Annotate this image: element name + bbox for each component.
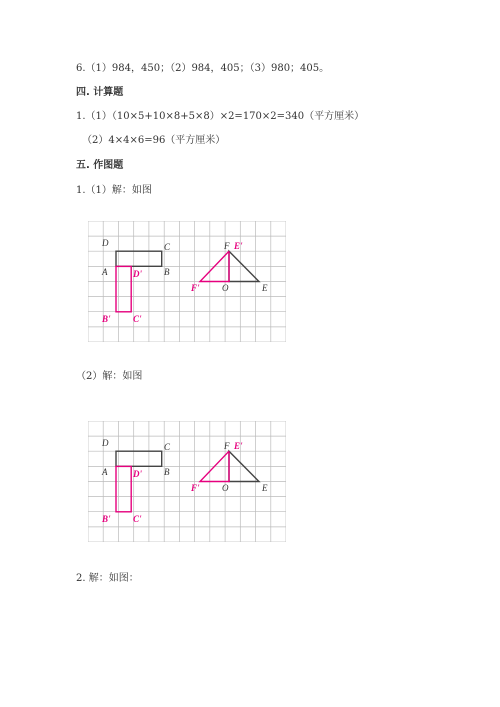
label-B-prime: B': [102, 314, 111, 324]
label-C: C: [164, 242, 171, 252]
label-F-prime: F': [191, 283, 200, 293]
label-F: F: [224, 441, 230, 451]
label-E-prime: E': [234, 441, 243, 451]
answer-q6: 6.（1）984，450；（2）984，405；（3）980；405。: [76, 63, 330, 74]
answer-draw-1-2: （2）解：如图: [76, 371, 143, 382]
label-E: E: [262, 283, 268, 293]
label-C: C: [164, 442, 171, 452]
label-D-prime: D': [133, 269, 142, 279]
label-O: O: [222, 283, 229, 293]
section-heading-calculation: 四. 计算题: [76, 87, 124, 98]
original-rectangle: [116, 251, 162, 266]
label-A: A: [102, 467, 108, 477]
answer-calc-1: 1.（1）（10×5+10×8+5×8）×2=170×2=340（平方厘米）: [76, 111, 365, 122]
label-B: B: [164, 467, 170, 477]
grid-figure-2: [88, 421, 286, 542]
label-F: F: [224, 241, 230, 251]
label-D: D: [102, 438, 109, 448]
section-heading-drawing: 五. 作图题: [76, 160, 124, 171]
original-rectangle: [116, 451, 162, 466]
label-E: E: [262, 483, 268, 493]
answer-calc-2: （2）4×4×6=96（平方厘米）: [82, 135, 226, 146]
answer-draw-2: 2. 解：如图：: [76, 573, 139, 584]
label-D-prime: D': [133, 469, 142, 479]
label-B: B: [164, 267, 170, 277]
grid-figure-1: [88, 221, 286, 342]
label-F-prime: F': [191, 483, 200, 493]
label-B-prime: B': [102, 514, 111, 524]
label-A: A: [102, 267, 108, 277]
label-D: D: [102, 238, 109, 248]
label-C-prime: C': [133, 314, 142, 324]
label-E-prime: E': [234, 241, 243, 251]
label-C-prime: C': [133, 514, 142, 524]
label-O: O: [222, 483, 229, 493]
answer-draw-1-1: 1.（1）解：如图: [76, 185, 152, 196]
